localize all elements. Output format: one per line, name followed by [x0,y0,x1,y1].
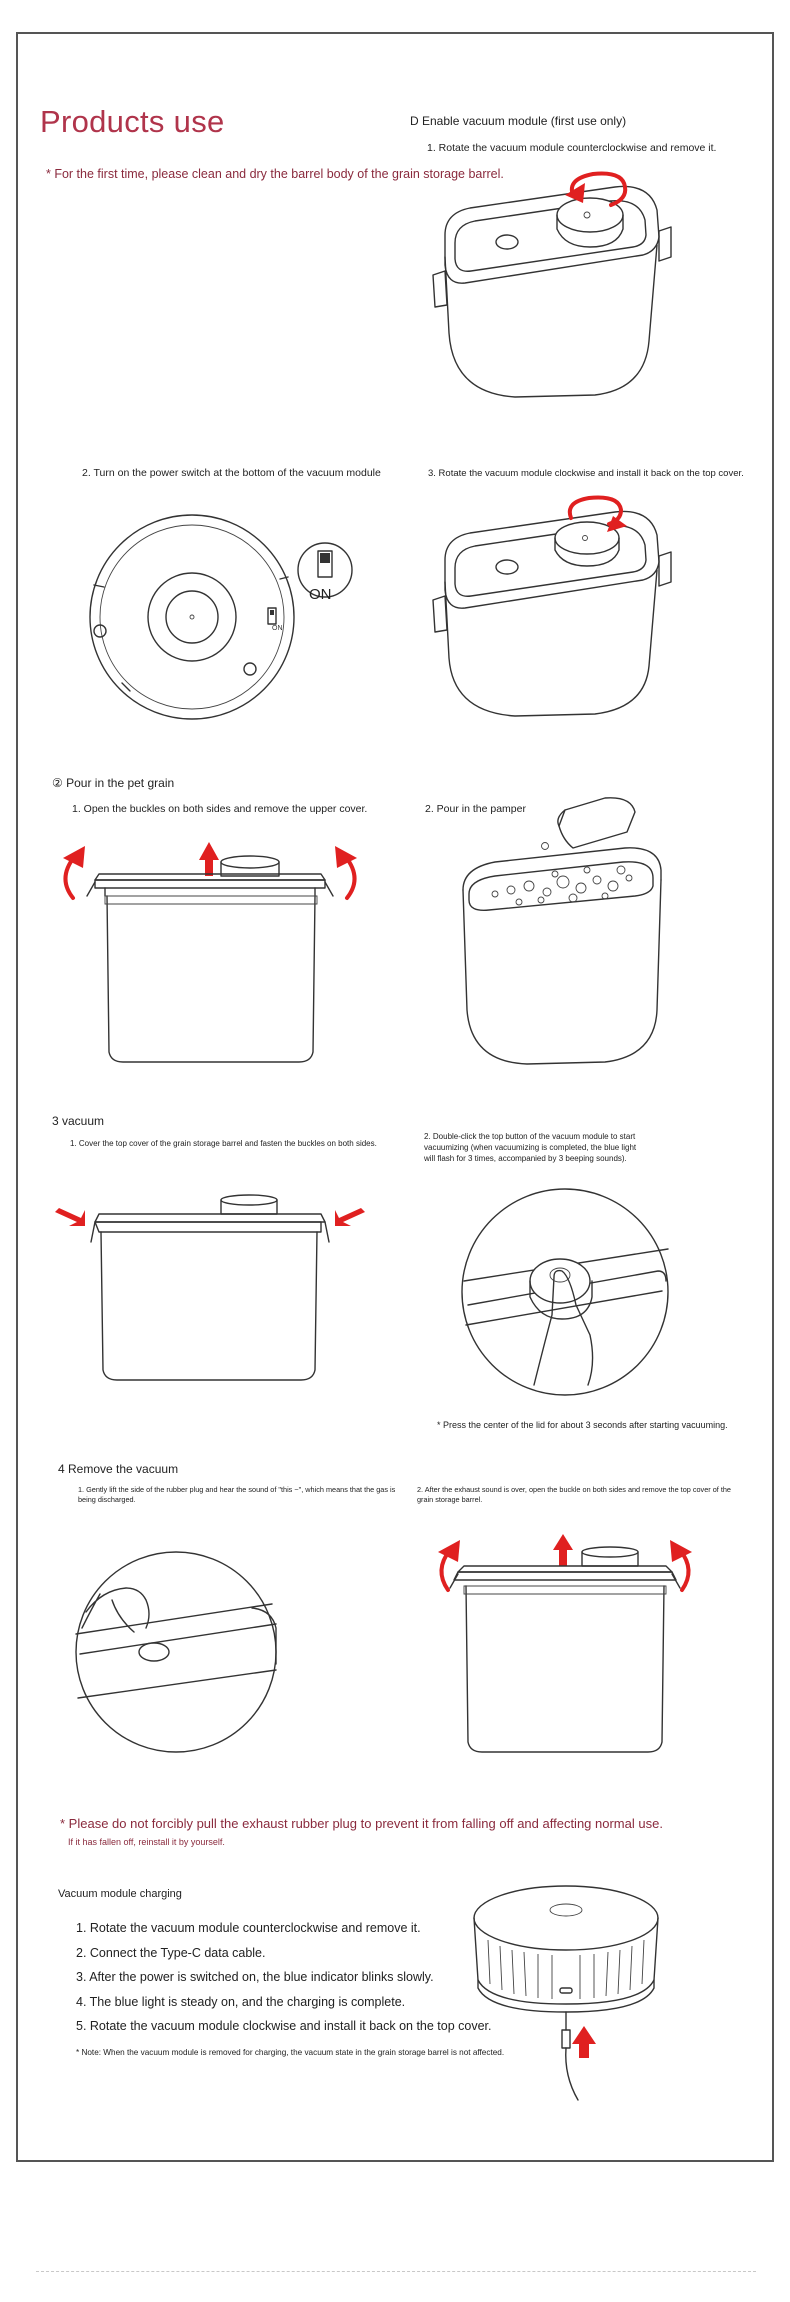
vacuum-step1: 1. Cover the top cover of the grain storage barrel and fasten the buckles on both sides. [70,1139,377,1148]
remove-step2 [417,1485,731,1505]
barrel-closed-illustration [55,1190,365,1390]
pour-step1: 1. Open the buckles on both sides and remove the upper cover. [72,803,368,815]
first-use-note: * For the first time, please clean and dry the barrel body of the grain storage barrel. [46,167,504,181]
module-underside-illustration [82,505,382,725]
page-title: Products use [40,104,225,139]
module-charging-illustration [466,1880,686,2100]
remove-step1 [78,1485,395,1505]
remove-step2-line: 2. After the exhaust sound is over, open the buckle on both sides and remove the top cover of the [417,1485,731,1494]
remove-step1-line: being discharged. [78,1494,136,1504]
vacuum-step2 [424,1132,636,1164]
charging-step: 5. Rotate the vacuum module clockwise and install it back on the top cover. [76,2019,492,2033]
charging-note: * Note: When the vacuum module is removed for charging, the vacuum state in the grain storage barrel is not affected. [76,2048,505,2057]
enable-heading: D Enable vacuum module (first use only) [410,114,627,128]
barrel-remove-module-illustration [425,165,675,415]
remove-step2-line: grain storage barrel. [417,1494,483,1504]
barrel-remove-cover-illustration [420,1520,710,1760]
remove-heading: 4 Remove the vacuum [58,1462,179,1476]
charging-step: 2. Connect the Type-C data cable. [76,1945,266,1960]
bottom-divider [36,2271,756,2272]
charging-heading: Vacuum module charging [58,1888,182,1900]
vacuum-heading: 3 vacuum [52,1114,105,1128]
charging-step: 1. Rotate the vacuum module counterclockwise and remove it. [76,1921,421,1935]
rubber-plug-lift-illustration [72,1548,282,1758]
warning-sub: If it has fallen off, reinstall it by yourself. [68,1837,225,1847]
vacuum-step2-line: vacuumizing (when vacuumizing is completed, the blue light [424,1142,637,1152]
enable-step1: 1. Rotate the vacuum module counterclockwise and remove it. [427,142,717,154]
charging-steps [76,1921,492,2044]
charging-step: 4. The blue light is steady on, and the charging is complete. [76,1994,406,2009]
warning-main: * Please do not forcibly pull the exhaust rubber plug to prevent it from falling off and affecting normal use. [60,1816,663,1831]
barrel-open-illustration [55,830,365,1070]
enable-step2: 2. Turn on the power switch at the bottom of the vacuum module [82,467,381,479]
pour-heading: ② Pour in the pet grain [52,776,175,790]
charging-step: 3. After the power is switched on, the blue indicator blinks slowly. [76,1970,434,1984]
vacuum-step2-line: 2. Double-click the top button of the vacuum module to start [424,1132,636,1141]
on-label: ON [309,586,332,603]
enable-step3: 3. Rotate the vacuum module clockwise and install it back on the top cover. [428,468,744,479]
barrel-install-module-illustration [425,490,675,730]
barrel-pour-food-illustration [455,790,675,1070]
pour-step2: 2. Pour in the pamper [425,803,526,815]
vacuum-button-press-illustration [458,1185,673,1400]
remove-step1-line: 1. Gently lift the side of the rubber plug and hear the sound of "this ~", which means that the gas is [78,1485,396,1494]
on-small-label: ON [272,625,283,632]
vacuum-step2-line: will flash for 3 times, accompanied by 3 beeping sounds). [424,1153,627,1163]
press-note: * Press the center of the lid for about 3 seconds after starting vacuuming. [437,1420,728,1430]
